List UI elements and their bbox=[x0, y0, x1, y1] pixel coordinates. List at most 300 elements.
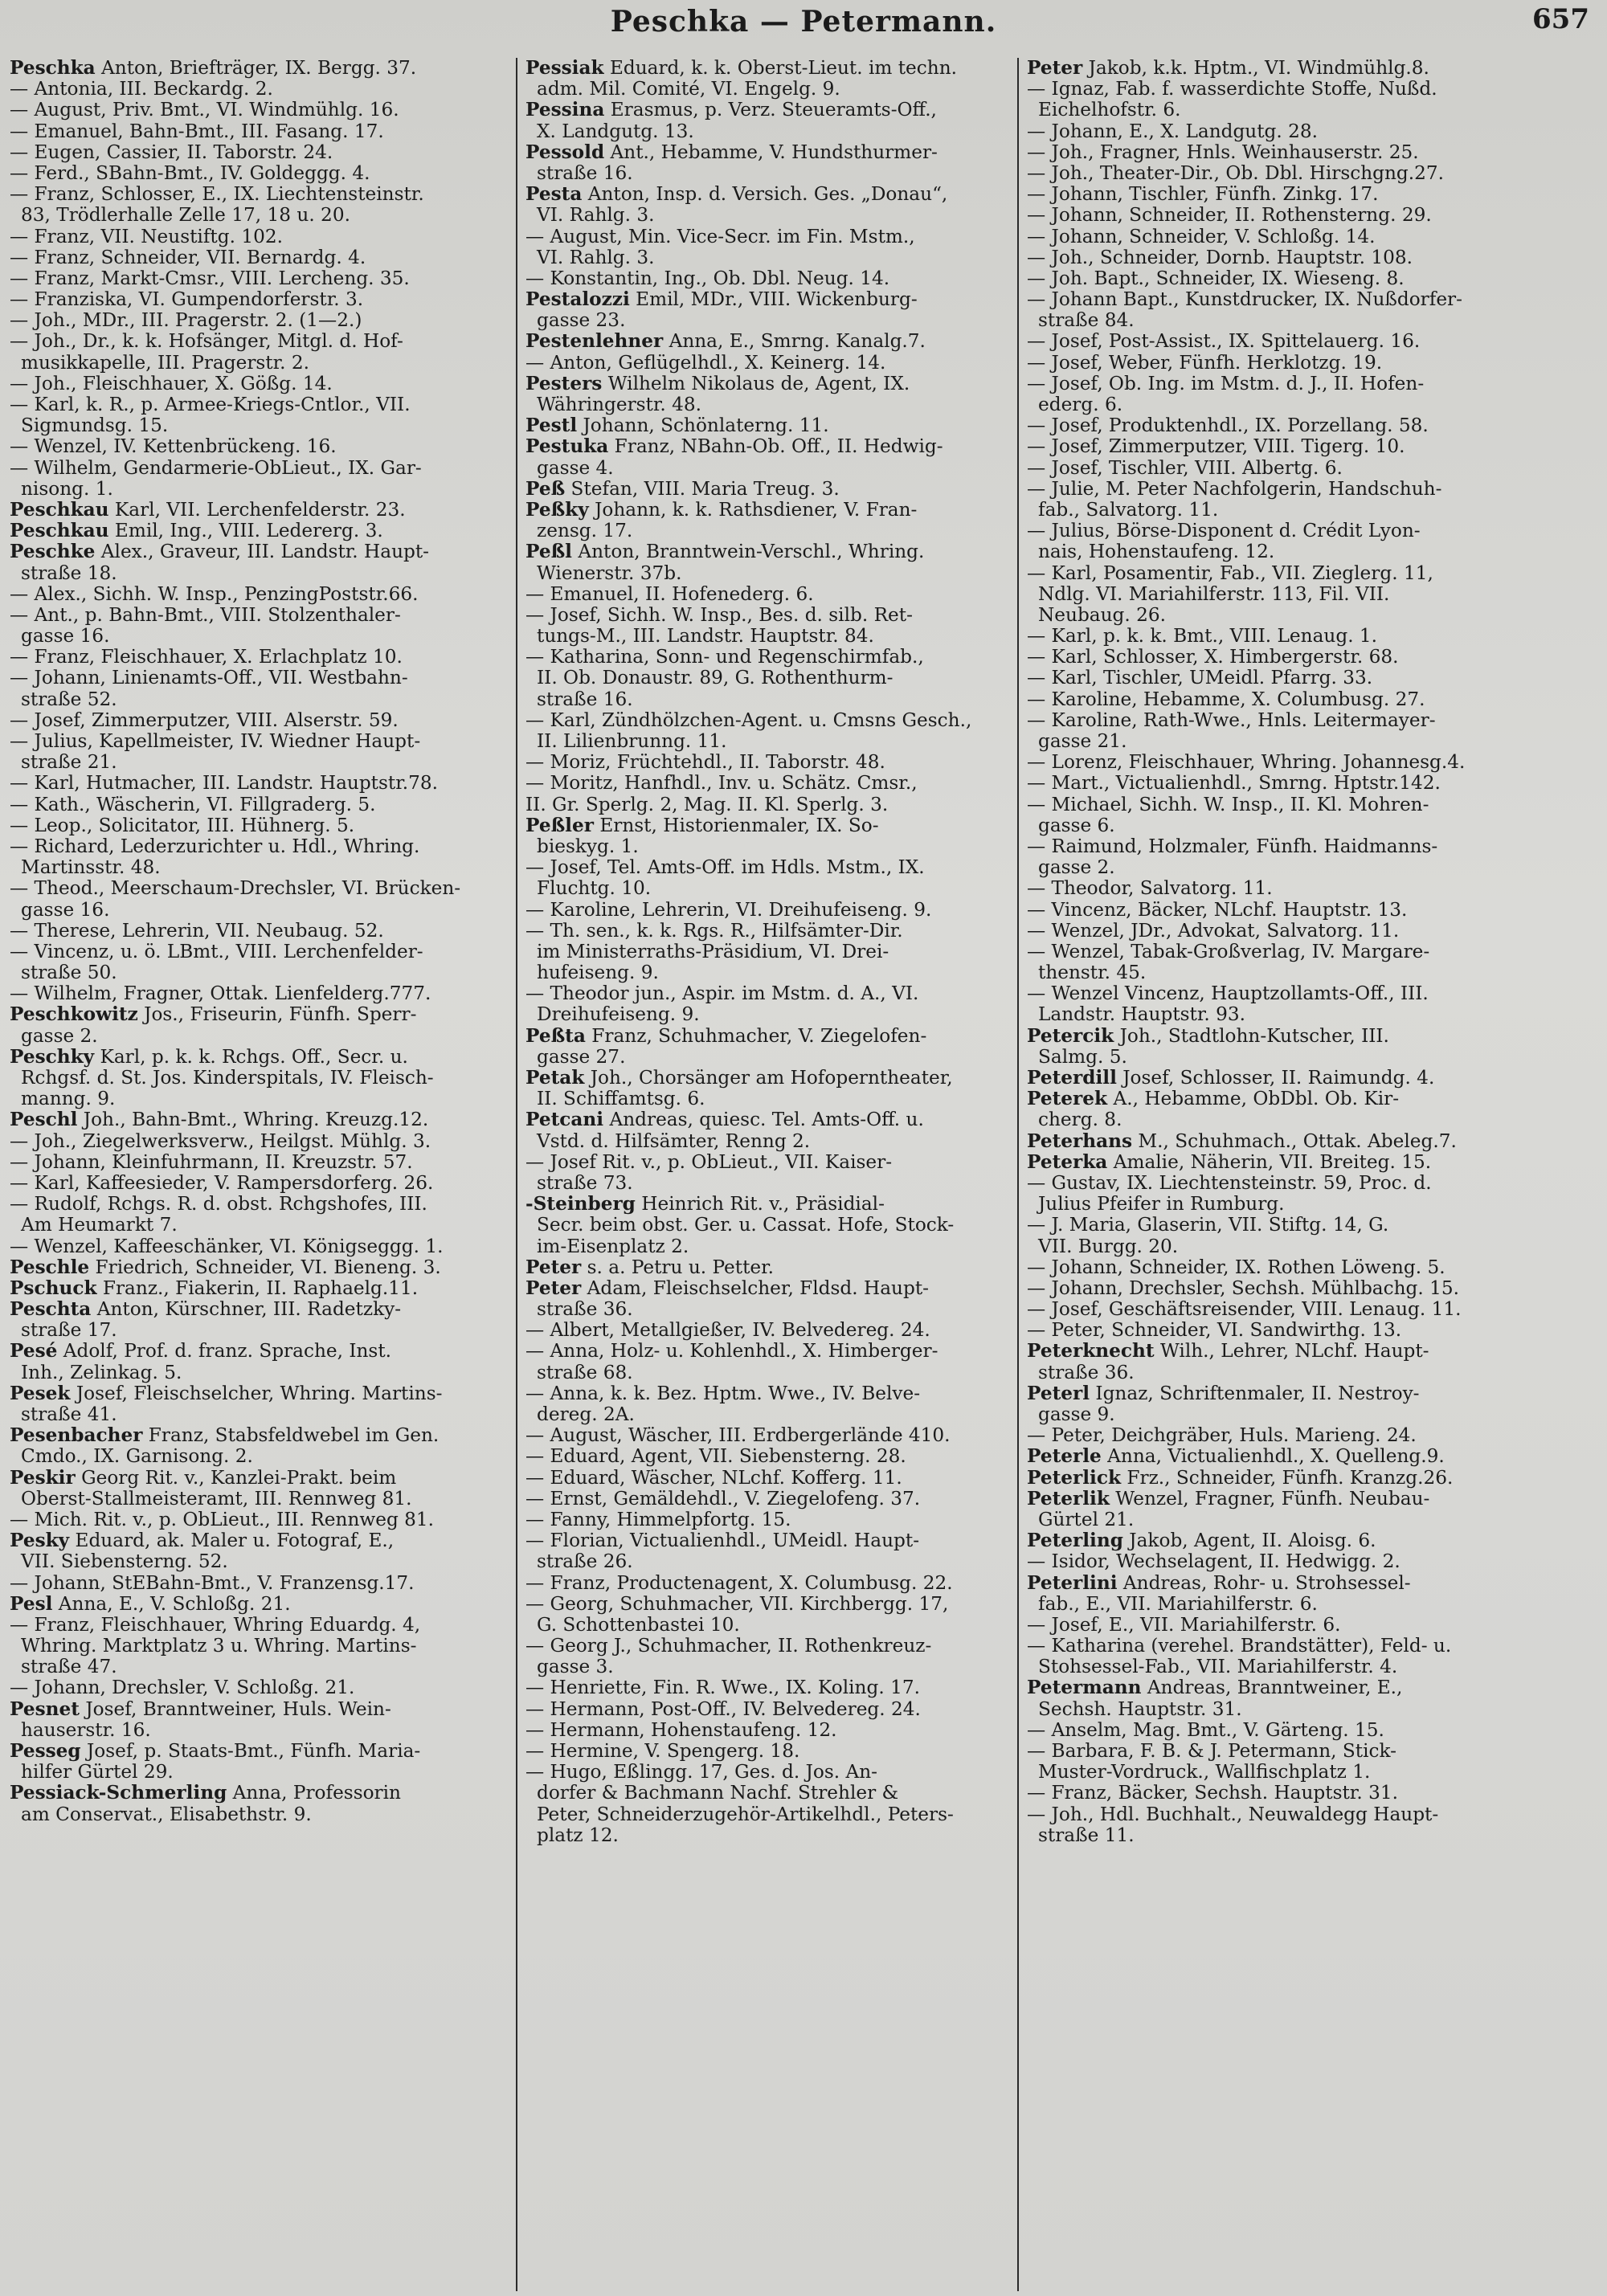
entry-line bbox=[10, 563, 511, 584]
entry-line bbox=[525, 1215, 1012, 1236]
entry-text: Anton, Insp. d. Versich. Ges. „Donau“, bbox=[582, 184, 948, 206]
entry-text: Eichelhofstr. 6. bbox=[1038, 100, 1181, 121]
entry-line bbox=[525, 857, 1012, 878]
entry-text: — Wenzel, JDr., Advokat, Salvatorg. 11. bbox=[1027, 920, 1400, 942]
entry-text: Heinrich Rit. v., Präsidial- bbox=[635, 1194, 885, 1215]
entry-text: straße 36. bbox=[537, 1299, 633, 1321]
surname: Pessina bbox=[525, 100, 605, 121]
entry-line bbox=[525, 1741, 1012, 1762]
entry-line bbox=[525, 921, 1012, 942]
entry-line bbox=[525, 1762, 1012, 1783]
surname: Petercik bbox=[1027, 1025, 1114, 1047]
entry-line bbox=[1027, 331, 1599, 352]
entry-text: Alex., Graveur, III. Landstr. Haupt- bbox=[95, 541, 430, 563]
entry-text: VII. Burgg. 20. bbox=[1038, 1236, 1179, 1257]
entry-text: — Josef, Zimmerputzer, VIII. Tigerg. 10. bbox=[1027, 436, 1405, 458]
entry-text: Josef, p. Staats-Bmt., Fünfh. Maria- bbox=[80, 1741, 421, 1762]
surname: Peschle bbox=[10, 1256, 90, 1278]
entry-text: — August, Priv. Bmt., VI. Windmühlg. 16. bbox=[10, 100, 399, 121]
surname: Peßta bbox=[525, 1025, 586, 1047]
entry-text: — Joh., Schneider, Dornb. Hauptstr. 108. bbox=[1027, 247, 1413, 268]
entry-text: Franz, Schuhmacher, V. Ziegelofen- bbox=[585, 1025, 927, 1047]
entry-heading-line bbox=[1027, 58, 1599, 79]
entry-line bbox=[10, 458, 511, 479]
entry-heading-line bbox=[10, 1341, 511, 1362]
entry-text: — Richard, Lederzurichter u. Hdl., Whring. bbox=[10, 835, 420, 857]
entry-line bbox=[1027, 374, 1599, 394]
entry-text: — Joh., Theater-Dir., Ob. Dbl. Hirschgng.27. bbox=[1027, 162, 1445, 184]
entry-line bbox=[10, 962, 511, 983]
entry-text: Gürtel 21. bbox=[1038, 1509, 1135, 1530]
entry-line bbox=[10, 163, 511, 184]
entry-text: gasse 9. bbox=[1038, 1404, 1115, 1425]
surname: Pestuka bbox=[525, 436, 609, 458]
entry-line bbox=[10, 331, 511, 352]
entry-text: — Johann, Linienamts-Off., VII. Westbahn- bbox=[10, 668, 408, 689]
entry-line bbox=[525, 1236, 1012, 1257]
entry-text: fab., Salvatorg. 11. bbox=[1038, 499, 1219, 521]
entry-heading-line bbox=[525, 815, 1012, 836]
entry-line bbox=[525, 1362, 1012, 1383]
entry-line bbox=[1027, 1109, 1599, 1130]
entry-line bbox=[525, 79, 1012, 100]
entry-heading-line bbox=[525, 1068, 1012, 1089]
surname: Peschky bbox=[10, 1046, 95, 1068]
surname: Pesé bbox=[10, 1341, 58, 1362]
column-2 bbox=[516, 58, 1017, 2291]
entry-line bbox=[1027, 563, 1599, 584]
entry-text: — Franz, Fleischhauer, X. Erlachplatz 10. bbox=[10, 647, 403, 668]
entry-line bbox=[10, 1677, 511, 1698]
entry-text: — Joh., Fragner, Hnls. Weinhauserstr. 25. bbox=[1027, 141, 1419, 163]
entry-heading-line bbox=[525, 184, 1012, 205]
surname: -Steinberg bbox=[525, 1194, 636, 1215]
directory-columns bbox=[6, 58, 1602, 2291]
entry-line bbox=[1027, 878, 1599, 899]
entry-text: straße 41. bbox=[21, 1404, 117, 1425]
surname: Petermann bbox=[1027, 1677, 1142, 1699]
entry-text: — Franz, Markt-Cmsr., VIII. Lercheng. 35. bbox=[10, 268, 410, 289]
entry-line bbox=[10, 921, 511, 942]
entry-text: II. Ob. Donaustr. 89, G. Rothenthurm- bbox=[537, 668, 893, 689]
entry-heading-line bbox=[525, 1194, 1012, 1215]
surname: Peßky bbox=[525, 499, 589, 521]
entry-text: — Joh., MDr., III. Pragerstr. 2. (1—2.) bbox=[10, 310, 362, 332]
entry-line bbox=[1027, 689, 1599, 710]
entry-text: — Franz, Schneider, VII. Bernardg. 4. bbox=[10, 247, 366, 268]
entry-line bbox=[1027, 1236, 1599, 1257]
entry-line bbox=[10, 1362, 511, 1383]
entry-heading-line bbox=[10, 521, 511, 541]
entry-line bbox=[10, 1131, 511, 1152]
entry-text: — Eduard, Wäscher, NLchf. Kofferg. 11. bbox=[525, 1467, 902, 1489]
entry-text: — August, Wäscher, III. Erdbergerlände 410. bbox=[525, 1425, 951, 1447]
entry-line bbox=[1027, 921, 1599, 942]
entry-text: Franz., Fiakerin, II. Raphaelg.11. bbox=[96, 1277, 419, 1299]
entry-text: — Wenzel, Tabak-Großverlag, IV. Margare- bbox=[1027, 941, 1430, 962]
entry-text: — Emanuel, II. Hofenederg. 6. bbox=[525, 583, 814, 605]
entry-text: Oberst-Stallmeisteramt, III. Rennweg 81. bbox=[21, 1488, 412, 1510]
entry-text: — Vincenz, Bäcker, NLchf. Hauptstr. 13. bbox=[1027, 899, 1408, 921]
entry-text: Anna, Professorin bbox=[227, 1783, 401, 1804]
entry-line bbox=[1027, 983, 1599, 1004]
entry-text: Julius Pfeifer in Rumburg. bbox=[1038, 1194, 1285, 1215]
entry-heading-line bbox=[10, 1594, 511, 1615]
entry-line bbox=[525, 1468, 1012, 1489]
surname: Pessiack-Schmerling bbox=[10, 1783, 227, 1804]
entry-line bbox=[1027, 1741, 1599, 1762]
entry-line bbox=[10, 374, 511, 394]
entry-line bbox=[525, 1699, 1012, 1720]
entry-text: Neubaug. 26. bbox=[1038, 604, 1167, 626]
entry-text: — Josef, Ob. Ing. im Mstm. d. J., II. Hofen- bbox=[1027, 373, 1425, 394]
entry-heading-line bbox=[1027, 1468, 1599, 1489]
entry-text: — Karl, Schlosser, X. Himbergerstr. 68. bbox=[1027, 647, 1399, 668]
entry-line bbox=[10, 1615, 511, 1636]
entry-text: — Ant., p. Bahn-Bmt., VIII. Stolzenthaler- bbox=[10, 604, 401, 626]
entry-line bbox=[525, 900, 1012, 921]
entry-line bbox=[525, 626, 1012, 647]
entry-text: Inh., Zelinkag. 5. bbox=[21, 1362, 182, 1383]
entry-text: — Joh., Dr., k. k. Hofsänger, Mitgl. d. Hof- bbox=[10, 331, 403, 353]
entry-heading-line bbox=[525, 142, 1012, 163]
entry-heading-line bbox=[1027, 1131, 1599, 1152]
entry-text: — Wenzel, Kaffeeschänker, VI. Königseggg. 1. bbox=[10, 1236, 444, 1257]
entry-text: — Alex., Sichh. W. Insp., PenzingPoststr.66. bbox=[10, 583, 419, 605]
entry-text: — Theodor, Salvatorg. 11. bbox=[1027, 878, 1273, 900]
entry-line bbox=[1027, 626, 1599, 647]
entry-line bbox=[1027, 1362, 1599, 1383]
entry-line bbox=[525, 1636, 1012, 1657]
entry-text: Jos., Friseurin, Fünfh. Sperr- bbox=[137, 1004, 417, 1026]
entry-text: Emil, Ing., VIII. Ledererg. 3. bbox=[108, 521, 383, 542]
entry-line bbox=[525, 1825, 1012, 1846]
entry-text: Joh., Stadtlohn-Kutscher, III. bbox=[1114, 1025, 1389, 1047]
entry-line bbox=[525, 962, 1012, 983]
entry-line bbox=[1027, 1194, 1599, 1215]
entry-line bbox=[1027, 1404, 1599, 1425]
entry-text: — Hermann, Post-Off., IV. Belvedereg. 24. bbox=[525, 1698, 921, 1720]
entry-text: hufeiseng. 9. bbox=[537, 962, 659, 984]
entry-text: — Wilhelm, Fragner, Ottak. Lienfelderg.777. bbox=[10, 983, 431, 1005]
entry-line bbox=[10, 689, 511, 710]
entry-text: — Hermann, Hohenstaufeng. 12. bbox=[525, 1719, 837, 1741]
entry-line bbox=[525, 353, 1012, 374]
entry-text: — Fanny, Himmelpfortg. 15. bbox=[525, 1509, 791, 1530]
entry-line bbox=[1027, 1278, 1599, 1299]
entry-heading-line bbox=[525, 289, 1012, 310]
entry-line bbox=[1027, 900, 1599, 921]
entry-line bbox=[1027, 79, 1599, 100]
entry-line bbox=[1027, 731, 1599, 752]
surname: Pestalozzi bbox=[525, 289, 630, 311]
entry-text: — Josef, Tel. Amts-Off. im Hdls. Mstm., IX. bbox=[525, 857, 925, 879]
entry-text: Martinsstr. 48. bbox=[21, 857, 161, 879]
entry-text: straße 36. bbox=[1038, 1362, 1135, 1383]
entry-line bbox=[1027, 541, 1599, 562]
entry-text: — Peter, Schneider, VI. Sandwirthg. 13. bbox=[1027, 1320, 1402, 1342]
entry-text: — Henriette, Fin. R. Wwe., IX. Koling. 17. bbox=[525, 1677, 920, 1699]
entry-text: straße 84. bbox=[1038, 310, 1135, 332]
entry-text: straße 52. bbox=[21, 688, 117, 710]
entry-line bbox=[1027, 1047, 1599, 1068]
entry-line bbox=[1027, 353, 1599, 374]
entry-text: Fluchtg. 10. bbox=[537, 878, 652, 900]
entry-text: — Julius, Börse-Disponent d. Crédit Lyon- bbox=[1027, 521, 1421, 542]
entry-text: Andreas, quiesc. Tel. Amts-Off. u. bbox=[603, 1109, 924, 1131]
entry-text: Sechsh. Hauptstr. 31. bbox=[1038, 1698, 1242, 1720]
entry-heading-line bbox=[525, 1257, 1012, 1278]
entry-text: — Julius, Kapellmeister, IV. Wiedner Haupt- bbox=[10, 731, 421, 752]
entry-line bbox=[1027, 227, 1599, 247]
entry-line bbox=[525, 268, 1012, 289]
entry-text: — Anna, Holz- u. Kohlenhdl., X. Himberger- bbox=[525, 1341, 938, 1362]
entry-line bbox=[1027, 647, 1599, 668]
entry-line bbox=[525, 1510, 1012, 1530]
entry-text: Anna, Victualienhdl., X. Quelleng.9. bbox=[1101, 1446, 1445, 1468]
entry-text: — Katharina (verehel. Brandstätter), Feld- u. bbox=[1027, 1636, 1452, 1657]
entry-line bbox=[10, 268, 511, 289]
entry-line bbox=[1027, 100, 1599, 121]
entry-text: A., Hebamme, ObDbl. Ob. Kir- bbox=[1107, 1089, 1400, 1110]
entry-line bbox=[525, 1551, 1012, 1572]
entry-text: — Franz, Productenagent, X. Columbusg. 22. bbox=[525, 1572, 953, 1594]
entry-text: Friedrich, Schneider, VI. Bieneng. 3. bbox=[89, 1256, 441, 1278]
entry-heading-line bbox=[1027, 1446, 1599, 1467]
entry-line bbox=[1027, 394, 1599, 415]
entry-heading-line bbox=[10, 1783, 511, 1804]
entry-line bbox=[1027, 857, 1599, 878]
entry-line bbox=[525, 1341, 1012, 1362]
entry-text: — Johann, Schneider, V. Schloßg. 14. bbox=[1027, 226, 1376, 247]
surname: Peterdill bbox=[1027, 1068, 1117, 1089]
entry-line bbox=[525, 163, 1012, 184]
entry-text: — Josef Rit. v., p. ObLieut., VII. Kaiser- bbox=[525, 1151, 893, 1173]
entry-line bbox=[10, 647, 511, 668]
entry-text: — Florian, Victualienhdl., UMeidl. Haupt- bbox=[525, 1530, 920, 1552]
entry-line bbox=[1027, 752, 1599, 773]
entry-text: — Lorenz, Fleischhauer, Whring. Johannesg.4. bbox=[1027, 752, 1466, 774]
entry-line bbox=[1027, 415, 1599, 436]
entry-text: — Hermine, V. Spengerg. 18. bbox=[525, 1741, 800, 1762]
entry-line bbox=[1027, 1215, 1599, 1236]
entry-line bbox=[10, 121, 511, 142]
entry-text: — Moriz, Früchtehdl., II. Taborstr. 48. bbox=[525, 752, 885, 774]
entry-text: Anna, E., V. Schloßg. 21. bbox=[52, 1593, 291, 1615]
entry-line bbox=[10, 479, 511, 500]
surname: Pschuck bbox=[10, 1277, 97, 1299]
entry-line bbox=[1027, 668, 1599, 688]
entry-text: Jakob, k.k. Hptm., VI. Windmühlg.8. bbox=[1082, 58, 1429, 79]
entry-line bbox=[1027, 289, 1599, 310]
entry-line bbox=[525, 983, 1012, 1004]
entry-text: — August, Min. Vice-Secr. im Fin. Mstm., bbox=[525, 226, 915, 247]
entry-text: Adam, Fleischselcher, Fldsd. Haupt- bbox=[581, 1277, 929, 1299]
entry-text: — Karl, p. k. k. Bmt., VIII. Lenaug. 1. bbox=[1027, 626, 1378, 648]
entry-text: Karl, VII. Lerchenfelderstr. 23. bbox=[108, 499, 406, 521]
entry-text: straße 17. bbox=[21, 1320, 117, 1342]
entry-line bbox=[10, 1636, 511, 1657]
entry-heading-line bbox=[10, 1257, 511, 1278]
entry-text: — Julie, M. Peter Nachfolgerin, Handschuh- bbox=[1027, 478, 1442, 500]
surname: Peschkowitz bbox=[10, 1004, 138, 1026]
entry-line bbox=[1027, 479, 1599, 500]
entry-line bbox=[525, 227, 1012, 247]
entry-line bbox=[1027, 1804, 1599, 1825]
entry-line bbox=[525, 1173, 1012, 1194]
entry-line bbox=[1027, 1299, 1599, 1320]
entry-line bbox=[10, 710, 511, 731]
entry-line bbox=[10, 1068, 511, 1089]
entry-text: dorfer & Bachmann Nachf. Strehler & bbox=[537, 1783, 899, 1804]
entry-heading-line bbox=[1027, 1068, 1599, 1089]
surname: Peterhans bbox=[1027, 1130, 1133, 1152]
entry-text: VI. Rahlg. 3. bbox=[537, 205, 655, 227]
entry-text: — Barbara, F. B. & J. Petermann, Stick- bbox=[1027, 1741, 1396, 1762]
entry-line bbox=[525, 205, 1012, 226]
entry-line bbox=[10, 1657, 511, 1677]
entry-text: ederg. 6. bbox=[1038, 394, 1123, 415]
entry-text: — Franz, VII. Neustiftg. 102. bbox=[10, 226, 283, 247]
entry-text: — Josef, Sichh. W. Insp., Bes. d. silb. Ret- bbox=[525, 604, 913, 626]
entry-heading-line bbox=[10, 500, 511, 521]
surname: Pesseg bbox=[10, 1741, 81, 1762]
entry-line bbox=[1027, 710, 1599, 731]
entry-text: straße 26. bbox=[537, 1551, 633, 1573]
entry-text: Johann, Schönlaterng. 11. bbox=[577, 415, 829, 437]
entry-text: straße 21. bbox=[21, 752, 117, 774]
column-1 bbox=[6, 58, 516, 2291]
surname: Peterka bbox=[1027, 1151, 1108, 1173]
surname: Pestl bbox=[525, 415, 578, 437]
entry-text: — Joh., Hdl. Buchhalt., Neuwaldegg Haupt- bbox=[1027, 1804, 1439, 1825]
entry-line bbox=[10, 584, 511, 605]
entry-text: Josef, Schlosser, II. Raimundg. 4. bbox=[1116, 1068, 1435, 1089]
entry-text: Cmdo., IX. Garnisong. 2. bbox=[21, 1446, 253, 1468]
entry-line bbox=[10, 310, 511, 331]
entry-text: VII. Siebensterng. 52. bbox=[21, 1551, 228, 1573]
entry-heading-line bbox=[10, 1109, 511, 1130]
entry-text: — Karoline, Hebamme, X. Columbusg. 27. bbox=[1027, 688, 1425, 710]
entry-line bbox=[1027, 521, 1599, 541]
entry-text: fab., E., VII. Mariahilferstr. 6. bbox=[1038, 1593, 1318, 1615]
entry-text: Anton, Kürschner, III. Radetzky- bbox=[91, 1299, 402, 1321]
entry-text: — Gustav, IX. Liechtensteinstr. 59, Proc. d. bbox=[1027, 1172, 1432, 1194]
surname: Pesnet bbox=[10, 1698, 80, 1720]
entry-line bbox=[1027, 310, 1599, 331]
entry-text: gasse 2. bbox=[1038, 857, 1115, 879]
entry-heading-line bbox=[1027, 1489, 1599, 1510]
page-number: 657 bbox=[1532, 3, 1589, 35]
entry-line bbox=[10, 1404, 511, 1425]
entry-text: — Johann, Tischler, Fünfh. Zinkg. 17. bbox=[1027, 184, 1379, 206]
entry-text: — Josef, Produktenhdl., IX. Porzellang. 58. bbox=[1027, 415, 1429, 437]
entry-line bbox=[525, 710, 1012, 731]
entry-line bbox=[1027, 1594, 1599, 1615]
entry-text: Eduard, k. k. Oberst-Lieut. im techn. bbox=[603, 58, 958, 79]
entry-text: II. Gr. Sperlg. 2, Mag. II. Kl. Sperlg. 3. bbox=[525, 794, 889, 815]
surname: Peterek bbox=[1027, 1089, 1108, 1110]
entry-line bbox=[525, 1804, 1012, 1825]
entry-line bbox=[10, 773, 511, 794]
entry-text: Andreas, Rohr- u. Strohsessel- bbox=[1117, 1572, 1411, 1594]
entry-heading-line bbox=[10, 1278, 511, 1299]
entry-line bbox=[525, 1404, 1012, 1425]
entry-line bbox=[525, 878, 1012, 899]
entry-line bbox=[525, 1677, 1012, 1698]
entry-text: Salmg. 5. bbox=[1038, 1046, 1127, 1068]
entry-text: — Anselm, Mag. Bmt., V. Gärteng. 15. bbox=[1027, 1719, 1384, 1741]
surname: Peskir bbox=[10, 1467, 76, 1489]
entry-text: — Anton, Geflügelhdl., X. Keinerg. 14. bbox=[525, 352, 886, 374]
entry-text: — Leop., Solicitator, III. Hühnerg. 5. bbox=[10, 815, 355, 836]
entry-line bbox=[1027, 500, 1599, 521]
entry-text: Karl, p. k. k. Rchgs. Off., Secr. u. bbox=[94, 1046, 408, 1068]
entry-line bbox=[10, 983, 511, 1004]
entry-line bbox=[1027, 605, 1599, 626]
entry-text: — Georg, Schuhmacher, VII. Kirchbergg. 17, bbox=[525, 1593, 949, 1615]
entry-text: nais, Hohenstaufeng. 12. bbox=[1038, 541, 1275, 563]
entry-line bbox=[10, 1089, 511, 1109]
entry-line bbox=[1027, 1699, 1599, 1720]
entry-line bbox=[10, 1510, 511, 1530]
surname: Peßl bbox=[525, 541, 572, 563]
entry-text: straße 73. bbox=[537, 1172, 633, 1194]
entry-text: adm. Mil. Comité, VI. Engelg. 9. bbox=[537, 79, 840, 100]
entry-text: — Josef, Zimmerputzer, VIII. Alserstr. 59. bbox=[10, 709, 399, 731]
entry-text: Franz, NBahn-Ob. Off., II. Hedwig- bbox=[608, 436, 943, 458]
entry-heading-line bbox=[525, 374, 1012, 394]
entry-text: — Raimund, Holzmaler, Fünfh. Haidmanns- bbox=[1027, 835, 1438, 857]
entry-text: — Ferd., SBahn-Bmt., IV. Goldeggg. 4. bbox=[10, 162, 370, 184]
entry-text: nisong. 1. bbox=[21, 478, 113, 500]
entry-line bbox=[525, 605, 1012, 626]
entry-line bbox=[10, 1194, 511, 1215]
surname: Peterle bbox=[1027, 1446, 1102, 1468]
entry-heading-line bbox=[525, 415, 1012, 436]
entry-text: zensg. 17. bbox=[537, 521, 633, 542]
entry-heading-line bbox=[525, 500, 1012, 521]
entry-text: — Eduard, Agent, VII. Siebensterng. 28. bbox=[525, 1446, 906, 1468]
surname: Pestenlehner bbox=[525, 331, 664, 353]
entry-text: VI. Rahlg. 3. bbox=[537, 247, 655, 268]
entry-text: — Joh., Ziegelwerksverw., Heilgst. Mühlg. 3. bbox=[10, 1130, 431, 1152]
entry-text: gasse 6. bbox=[1038, 815, 1115, 836]
entry-line bbox=[10, 731, 511, 752]
entry-line bbox=[525, 458, 1012, 479]
entry-line bbox=[10, 1152, 511, 1173]
entry-heading-line bbox=[10, 541, 511, 562]
surname: Pesenbacher bbox=[10, 1425, 143, 1447]
entry-line bbox=[1027, 1004, 1599, 1025]
entry-heading-line bbox=[10, 1299, 511, 1320]
entry-line bbox=[1027, 1657, 1599, 1677]
entry-text: Muster-Vordruck., Wallfischplatz 1. bbox=[1038, 1762, 1371, 1783]
surname: Peterknecht bbox=[1027, 1341, 1155, 1362]
entry-line bbox=[525, 1446, 1012, 1467]
entry-text: Adolf, Prof. d. franz. Sprache, Inst. bbox=[57, 1341, 392, 1362]
entry-text: — Karl, Posamentir, Fab., VII. Zieglerg. 11, bbox=[1027, 562, 1433, 584]
entry-line bbox=[525, 836, 1012, 857]
entry-line bbox=[10, 394, 511, 415]
entry-text: am Conservat., Elisabethstr. 9. bbox=[21, 1804, 312, 1825]
entry-line bbox=[525, 1383, 1012, 1404]
entry-text: Anton, Branntwein-Verschl., Whring. bbox=[572, 541, 925, 563]
entry-line bbox=[1027, 1320, 1599, 1341]
entry-line bbox=[10, 626, 511, 647]
entry-text: Johann, k. k. Rathsdiener, V. Fran- bbox=[588, 499, 918, 521]
entry-text: — Wenzel, IV. Kettenbrückeng. 16. bbox=[10, 436, 337, 458]
